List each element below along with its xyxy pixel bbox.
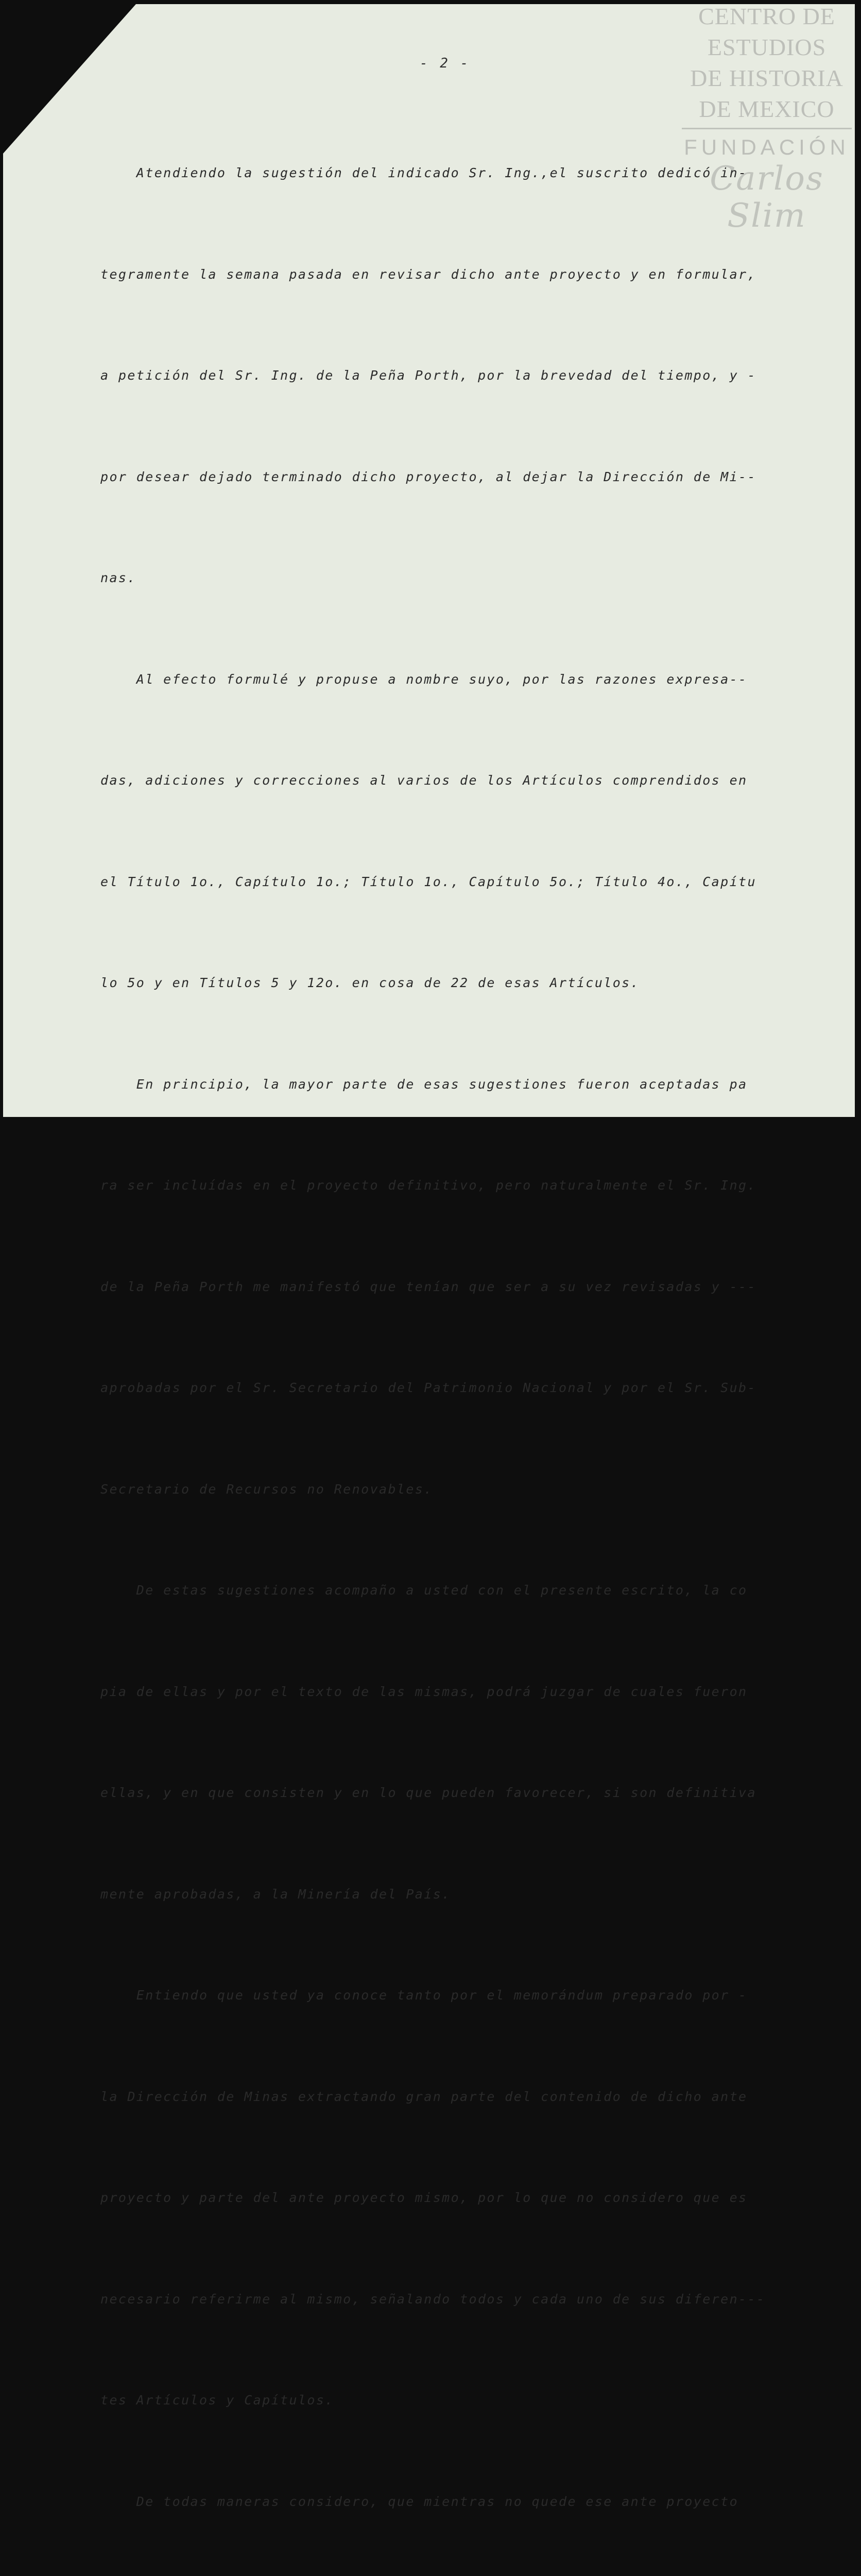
text-line: tes Artículos y Capítulos. — [100, 2393, 334, 2408]
text-line: Secretario de Recursos no Renovables. — [100, 1481, 433, 1497]
text-line: por desear dejado terminado dicho proyecto, al dejar la Dirección de Mi-- — [100, 469, 756, 484]
text-line: lo 5o y en Títulos 5 y 12o. en cosa de 22 de esas Artículos. — [100, 975, 640, 990]
watermark-line: ESTUDIOS — [707, 34, 826, 60]
watermark-foundation: FUNDACIÓN — [684, 135, 850, 159]
text-line: Entiendo que usted ya conoce tanto por el memorándum preparado por - — [100, 1988, 748, 2003]
text-line: a petición del Sr. Ing. de la Peña Porth, por la brevedad del tiempo, y - — [100, 368, 756, 383]
text-line: ra ser incluídas en el proyecto definitivo, pero naturalmente el Sr. Ing. — [100, 1178, 756, 1193]
text-line: tegramente la semana pasada en revisar dicho ante proyecto y en formular, — [100, 266, 756, 282]
text-line: proyecto y parte del ante proyecto mismo, por lo que no considero que es — [100, 2190, 748, 2205]
text-line: Al efecto formulé y propuse a nombre suyo, por las razones expresa-- — [100, 671, 748, 687]
watermark-signature: Carlos Slim — [710, 160, 824, 235]
watermark-line: CENTRO DE — [698, 3, 835, 29]
text-line: das, adiciones y correcciones al varios de los Artículos comprendidos en — [100, 773, 748, 788]
text-line: En principio, la mayor parte de esas sugestiones fueron aceptadas pa — [100, 1076, 748, 1092]
watermark-line: DE MEXICO — [699, 96, 835, 122]
text-line: de la Peña Porth me manifestó que tenían que ser a su vez revisadas y --- — [100, 1279, 756, 1294]
letter-body — [100, 89, 785, 2576]
watermark-line: DE HISTORIA — [690, 65, 843, 91]
text-line: aprobadas por el Sr. Secretario del Patrimonio Nacional y por el Sr. Sub- — [100, 1380, 756, 1395]
text-line: mente aprobadas, a la Minería del País. — [100, 1886, 451, 1902]
text-line: pia de ellas y por el texto de las mismas, podrá juzgar de cuales fueron — [100, 1684, 748, 1699]
page-number: - 2 - — [420, 56, 471, 71]
text-line: De estas sugestiones acompaño a usted con el presente escrito, la co — [100, 1583, 748, 1598]
text-line: De todas maneras considero, que mientras no quede ese ante proyecto — [100, 2494, 739, 2509]
text-line: nas. — [100, 570, 136, 585]
text-line: Atendiendo la sugestión del indicado Sr. Ing.,el suscrito dedicó in- — [100, 165, 748, 180]
text-line: el Título 1o., Capítulo 1o.; Título 1o., Capítulo 5o.; Título 4o., Capítu — [100, 874, 756, 889]
text-line: necesario referirme al mismo, señalando todos y cada uno de sus diferen--- — [100, 2291, 766, 2307]
text-line: ellas, y en que consisten y en lo que pueden favorecer, si son definitiva — [100, 1785, 756, 1800]
text-line: la Dirección de Minas extractando gran parte del contenido de dicho ante — [100, 2089, 748, 2104]
